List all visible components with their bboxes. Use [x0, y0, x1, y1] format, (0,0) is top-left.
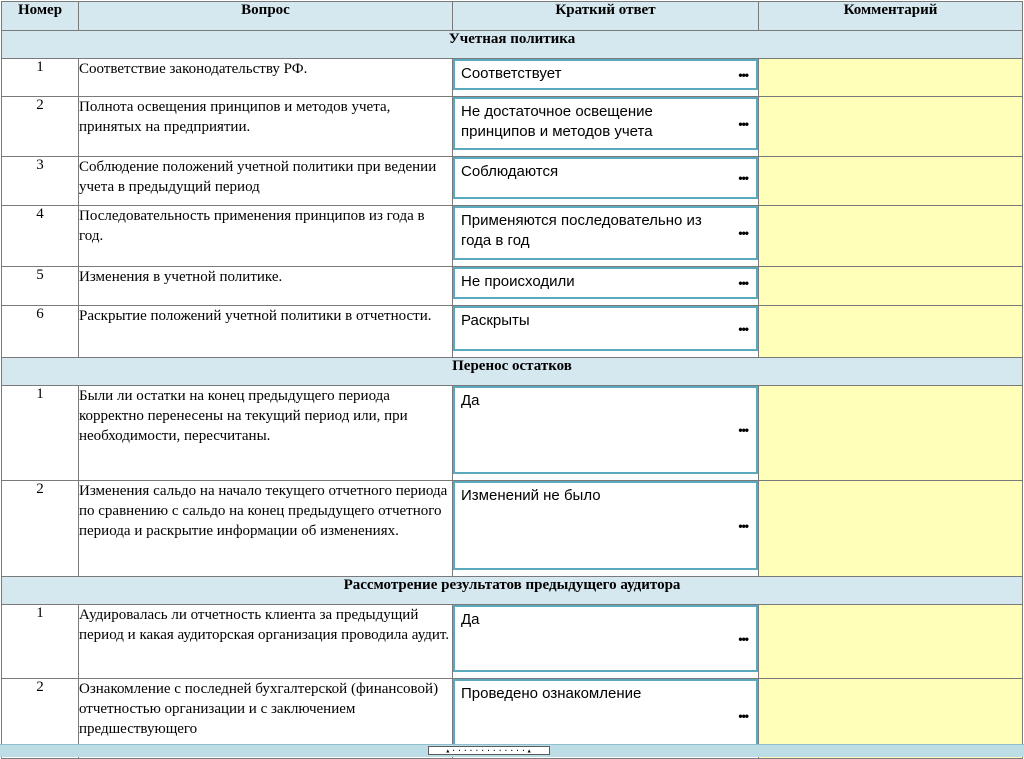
ellipsis-icon[interactable]: ••• — [738, 171, 748, 185]
section-title: Рассмотрение результатов предыдущего аудитора — [2, 577, 1023, 605]
col-header-comment: Комментарий — [759, 2, 1023, 31]
answer-value: Проведено ознакомление — [461, 685, 642, 702]
ellipsis-icon[interactable]: ••• — [738, 518, 748, 533]
ellipsis-icon[interactable]: ••• — [738, 631, 748, 646]
answer-field[interactable] — [453, 481, 758, 570]
answer-value: Не достаточное освещение принципов и методов учета — [461, 103, 653, 140]
question-text: Аудировалась ли отчетность клиента за предыдущий период и какая аудиторская организация проводила аудит. — [79, 605, 453, 679]
row-number: 6 — [2, 306, 79, 358]
table-row — [2, 59, 1023, 97]
row-number: 2 — [2, 679, 79, 759]
ellipsis-icon[interactable]: ••• — [738, 423, 748, 437]
question-text: Были ли остатки на конец предыдущего периода корректно перенесены на текущий период или, при необходимости, пересчитаны. — [79, 386, 453, 481]
question-text: Изменения в учетной политике. — [79, 267, 453, 306]
table-row — [2, 306, 1023, 358]
table-row — [2, 206, 1023, 267]
answer-value: Соответствует — [461, 65, 562, 82]
answer-cell — [453, 481, 759, 577]
table-row — [2, 157, 1023, 206]
answer-field[interactable] — [453, 605, 758, 672]
answer-value: Изменений не было — [461, 487, 601, 504]
answer-field[interactable] — [453, 306, 758, 351]
ellipsis-icon[interactable]: ••• — [738, 321, 748, 336]
comment-cell[interactable] — [759, 267, 1023, 306]
answer-field[interactable] — [453, 267, 758, 299]
comment-cell[interactable] — [759, 97, 1023, 157]
header-row — [2, 2, 1023, 31]
answer-cell — [453, 267, 759, 306]
answer-field[interactable] — [453, 157, 758, 199]
answer-value: Соблюдаются — [461, 163, 559, 180]
ellipsis-icon[interactable]: ••• — [738, 708, 748, 723]
table-row — [2, 481, 1023, 577]
row-number: 1 — [2, 59, 79, 97]
section-title: Учетная политика — [2, 31, 1023, 59]
answer-field[interactable] — [453, 206, 758, 260]
ellipsis-icon[interactable]: ••• — [738, 276, 748, 290]
answer-value: Раскрыты — [461, 312, 530, 329]
comment-cell[interactable] — [759, 157, 1023, 206]
answer-cell — [453, 605, 759, 679]
section-header-row — [2, 31, 1023, 59]
answer-value: Не происходили — [461, 273, 575, 290]
answer-value: Применяются последовательно из года в год — [461, 212, 702, 249]
row-number: 1 — [2, 605, 79, 679]
answer-field[interactable] — [453, 59, 758, 90]
answer-cell — [453, 97, 759, 157]
ellipsis-icon[interactable]: ••• — [738, 116, 748, 131]
ellipsis-icon[interactable]: ••• — [738, 67, 748, 82]
comment-cell[interactable] — [759, 306, 1023, 358]
table-row — [2, 386, 1023, 481]
row-number: 2 — [2, 481, 79, 577]
row-number: 4 — [2, 206, 79, 267]
question-text: Изменения сальдо на начало текущего отчетного периода по сравнению с сальдо на конец предыдущего отчетного периода и раскрытие информации об изменениях. — [79, 481, 453, 577]
comment-cell[interactable] — [759, 206, 1023, 267]
question-text: Ознакомление с последней бухгалтерской (финансовой) отчетностью организации и с заключением предшествующего — [79, 679, 453, 759]
section-header-row — [2, 358, 1023, 386]
answer-value: Да — [461, 392, 480, 409]
table-row — [2, 605, 1023, 679]
horizontal-scrollbar[interactable] — [0, 744, 1024, 757]
row-number: 1 — [2, 386, 79, 481]
answer-cell — [453, 206, 759, 267]
comment-cell[interactable] — [759, 386, 1023, 481]
audit-questionnaire-table — [1, 1, 1023, 759]
table-row — [2, 97, 1023, 157]
section-header-row — [2, 577, 1023, 605]
comment-cell[interactable] — [759, 605, 1023, 679]
section-title: Перенос остатков — [2, 358, 1023, 386]
row-number: 3 — [2, 157, 79, 206]
question-text: Последовательность применения принципов из года в год. — [79, 206, 453, 267]
answer-cell — [453, 386, 759, 481]
comment-cell[interactable] — [759, 481, 1023, 577]
ellipsis-icon[interactable]: ••• — [738, 226, 748, 240]
table-row — [2, 267, 1023, 306]
scrollbar-thumb[interactable] — [428, 746, 550, 755]
question-text: Полнота освещения принципов и методов учета, принятых на предприятии. — [79, 97, 453, 157]
comment-cell[interactable] — [759, 59, 1023, 97]
row-number: 2 — [2, 97, 79, 157]
answer-field[interactable] — [453, 97, 758, 150]
answer-cell — [453, 157, 759, 206]
question-text: Соблюдение положений учетной политики при ведении учета в предыдущий период — [79, 157, 453, 206]
question-text: Соответствие законодательству РФ. — [79, 59, 453, 97]
table-body — [2, 31, 1023, 759]
question-text: Раскрытие положений учетной политики в отчетности. — [79, 306, 453, 358]
col-header-answer: Краткий ответ — [453, 2, 759, 31]
answer-value: Да — [461, 611, 480, 628]
col-header-number: Номер — [2, 2, 79, 31]
answer-field[interactable] — [453, 386, 758, 474]
col-header-question: Вопрос — [79, 2, 453, 31]
answer-cell — [453, 59, 759, 97]
row-number: 5 — [2, 267, 79, 306]
answer-field[interactable] — [453, 679, 758, 752]
grip-dots-icon: ▴·············▴ — [445, 746, 533, 755]
answer-cell — [453, 306, 759, 358]
